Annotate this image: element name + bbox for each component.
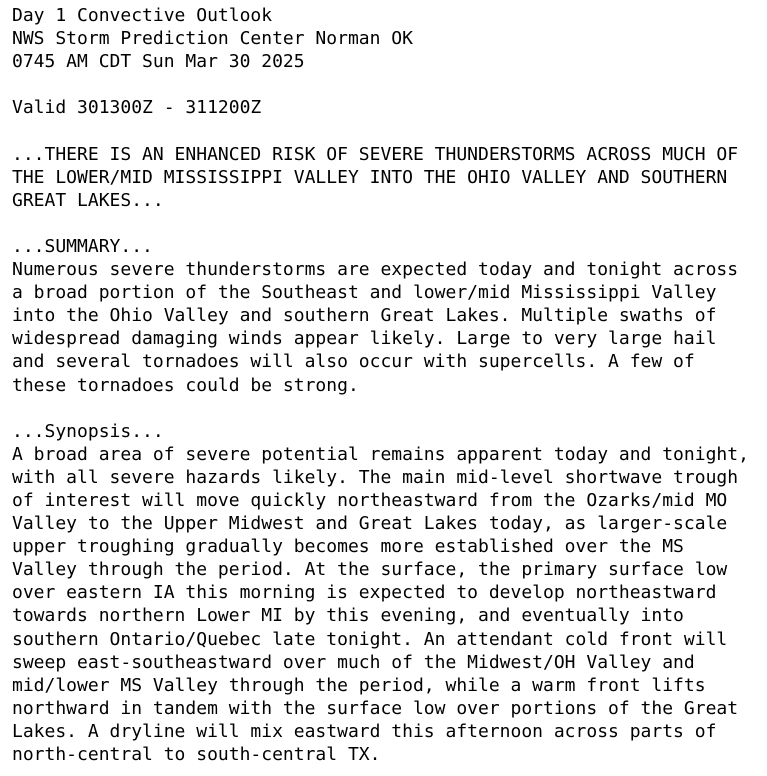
synopsis-line: northward in tandem with the surface low over portions of the Great [12, 697, 739, 719]
risk-headline [12, 143, 767, 212]
synopsis-line: Lakes. A dryline will mix eastward this afternoon across parts of [12, 720, 717, 742]
synopsis-line: Valley to the Upper Midwest and Great Lakes today, as larger-scale [12, 513, 728, 535]
issue-time: 0745 AM CDT Sun Mar 30 2025 [12, 51, 305, 73]
summary-line: widespread damaging winds appear likely. Large to very large hail [12, 328, 717, 350]
valid-period: Valid 301300Z - 311200Z [12, 97, 262, 119]
headline-line: THE LOWER/MID MISSISSIPPI VALLEY INTO THE OHIO VALLEY AND SOUTHERN [12, 166, 728, 188]
synopsis-line: mid/lower MS Valley through the period, while a warm front lifts [12, 674, 706, 696]
summary-line: into the Ohio Valley and southern Great Lakes. Multiple swaths of [12, 305, 717, 327]
spacer [12, 119, 767, 142]
synopsis-line: of interest will move quickly northeastward from the Ozarks/mid MO [12, 489, 728, 511]
summary-heading: ...SUMMARY... [12, 235, 153, 257]
headline-line: ...THERE IS AN ENHANCED RISK OF SEVERE THUNDERSTORMS ACROSS MUCH OF [12, 143, 739, 165]
issuing-office: NWS Storm Prediction Center Norman OK [12, 28, 413, 50]
synopsis-line: Valley through the period. At the surface, the primary surface low [12, 559, 728, 581]
summary-line: these tornadoes could be strong. [12, 374, 359, 396]
summary-line: Numerous severe thunderstorms are expected today and tonight across [12, 259, 739, 281]
synopsis-line: sweep east-southeastward over much of the Midwest/OH Valley and [12, 651, 695, 673]
spacer [12, 397, 767, 420]
synopsis-line: over eastern IA this morning is expected to develop northeastward [12, 582, 717, 604]
spacer [12, 73, 767, 96]
headline-line: GREAT LAKES... [12, 189, 164, 211]
synopsis-line: towards northern Lower MI by this evening, and eventually into [12, 605, 684, 627]
synopsis-line: upper troughing gradually becomes more established over the MS [12, 536, 684, 558]
summary-line: a broad portion of the Southeast and lower/mid Mississippi Valley [12, 282, 717, 304]
synopsis-section [12, 420, 767, 766]
synopsis-line: with all severe hazards likely. The main mid-level shortwave trough [12, 466, 739, 488]
synopsis-line: southern Ontario/Quebec late tonight. An attendant cold front will [12, 628, 728, 650]
synopsis-line: A broad area of severe potential remains apparent today and tonight, [12, 443, 749, 465]
summary-line: and several tornadoes will also occur with supercells. A few of [12, 351, 695, 373]
outlook-title: Day 1 Convective Outlook [12, 5, 273, 26]
synopsis-heading: ...Synopsis... [12, 420, 164, 442]
synopsis-line: north-central to south-central TX. [12, 744, 381, 765]
spacer [12, 212, 767, 235]
summary-section [12, 235, 767, 397]
